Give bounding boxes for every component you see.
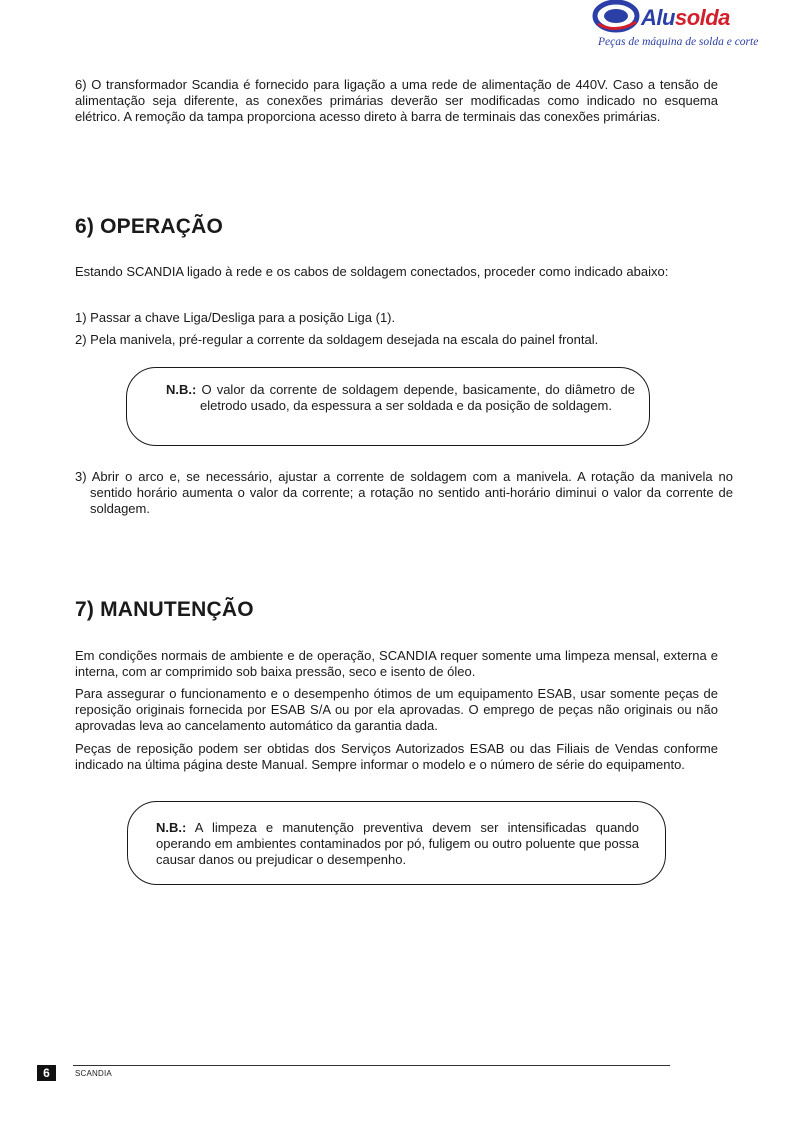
logo-name xyxy=(641,5,730,31)
operacao-step-2: 2) Pela manivela, pré-regular a corrente da soldagem desejada na escala do painel frontal. xyxy=(75,332,599,347)
logo-name-part1: Alu xyxy=(641,5,675,30)
note-operacao-label: N.B.: xyxy=(166,382,197,397)
section-title-operacao: 6) OPERAÇÃO xyxy=(75,215,224,238)
note-operacao-text: O valor da corrente de soldagem depende, basicamente, do diâmetro de eletrodo usado, da espessura a ser soldada e da posição de soldagem. xyxy=(196,382,635,413)
manutencao-paragraph-1: Em condições normais de ambiente e de operação, SCANDIA requer somente uma limpeza mensal, externa e interna, com ar comprimido sob baixa pressão, seco e isento de óleo. xyxy=(75,648,718,679)
note-manutencao xyxy=(156,820,639,868)
footer-label: SCANDIA xyxy=(75,1069,112,1078)
operacao-step-3: 3) Abrir o arco e, se necessário, ajustar a corrente de soldagem com a manivela. A rotação da manivela no sentido horário aumenta o valor da corrente; a rotação no sentido anti-horário diminui o valor da corrente de soldagem. xyxy=(75,469,733,516)
note-manutencao-text: A limpeza e manutenção preventiva devem ser intensificadas quando operando em ambientes contaminados por pó, fuligem ou outro poluente que possa causar danos ou prejudicar o desempenho. xyxy=(156,820,639,867)
page-number: 6 xyxy=(37,1065,56,1081)
note-operacao xyxy=(166,382,635,414)
manutencao-paragraph-3: Peças de reposição podem ser obtidas dos Serviços Autorizados ESAB ou das Filiais de Vendas conforme indicado na última página deste Manual. Sempre informar o modelo e o número de série do equipamento. xyxy=(75,741,718,772)
logo-name-part2: solda xyxy=(674,5,730,30)
logo-swoosh-icon xyxy=(592,0,642,34)
section-title-manutencao: 7) MANUTENÇÃO xyxy=(75,598,254,621)
manutencao-paragraph-2: Para assegurar o funcionamento e o desempenho ótimos de um equipamento ESAB, usar somente peças de reposição originais fornecida por ESAB S/A ou por ela aprovadas. O emprego de peças não originais ou não aprovadas leva ao cancelamento automático da garantia dada. xyxy=(75,686,718,733)
intro-paragraph: 6) O transformador Scandia é fornecido para ligação a uma rede de alimentação de 440V. Caso a tensão de alimentação seja diferente, as conexões primárias deverão ser modificadas como indicado no esquema elétrico. A remoção da tampa proporciona acesso direto à barra de terminais das conexões primárias. xyxy=(75,77,718,124)
note-manutencao-label: N.B.: xyxy=(156,820,187,835)
footer-divider xyxy=(73,1065,670,1066)
operacao-intro: Estando SCANDIA ligado à rede e os cabos de soldagem conectados, proceder como indicado abaixo: xyxy=(75,264,669,279)
operacao-step-1: 1) Passar a chave Liga/Desliga para a posição Liga (1). xyxy=(75,310,396,325)
alusolda-logo xyxy=(588,0,759,56)
logo-tagline: Peças de máquina de solda e corte xyxy=(598,36,759,48)
